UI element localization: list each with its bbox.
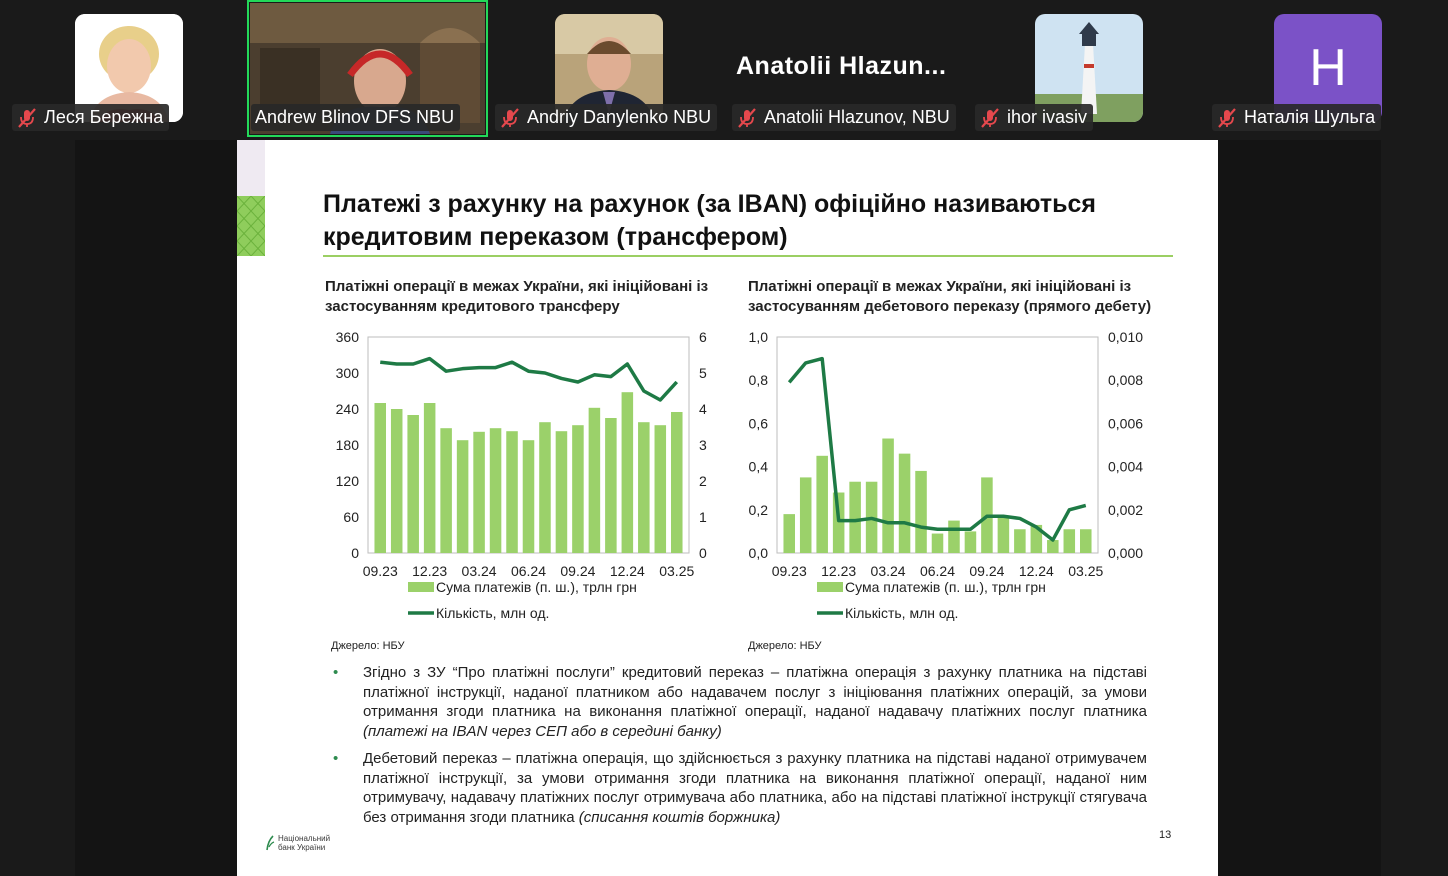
bar — [899, 454, 911, 553]
x-axis-tick-label: 03.24 — [870, 563, 906, 579]
left-axis-tick-label: 180 — [335, 437, 359, 453]
participant-name-tag — [251, 104, 460, 131]
x-axis-tick-label: 12.23 — [412, 563, 448, 579]
presentation-slide — [237, 140, 1218, 876]
participant-name: Andriy Danylenko NBU — [527, 107, 712, 127]
bar — [1080, 529, 1092, 553]
bar — [638, 422, 650, 553]
legend-bar-label: Сума платежів (п. ш.), трлн грн — [845, 579, 1046, 595]
participant-tile[interactable] — [8, 0, 243, 137]
logo-line1: Національний — [278, 834, 331, 843]
participant-name-tag — [495, 104, 717, 131]
participant-name: Леся Бережна — [44, 107, 164, 127]
participant-tile[interactable] — [730, 0, 970, 137]
slide-pattern-decoration — [237, 196, 265, 256]
bar — [556, 431, 568, 553]
bar — [948, 521, 960, 553]
participant-tile[interactable] — [491, 0, 726, 137]
muted-mic-icon — [499, 107, 521, 129]
x-axis-tick-label: 09.23 — [771, 563, 807, 579]
x-axis-tick-label: 09.23 — [362, 563, 398, 579]
chart-right-source: Джерело: НБУ — [748, 640, 822, 652]
bar — [440, 428, 452, 553]
left-axis-tick-label: 360 — [335, 329, 359, 345]
bar — [965, 531, 977, 553]
title-divider — [323, 255, 1173, 257]
definitions-list — [333, 663, 1147, 835]
bar — [1064, 529, 1076, 553]
participant-name: ihor ivasiv — [1007, 107, 1088, 127]
muted-mic-icon — [979, 107, 1001, 129]
logo-line2: банк України — [278, 843, 326, 852]
bar — [655, 425, 667, 553]
bar — [816, 456, 828, 553]
right-axis-tick-label: 0 — [699, 545, 707, 561]
participant-name-tag — [975, 104, 1093, 131]
slide-title: Платежі з рахунку на рахунок (за IBAN) офіційно називаються кредитовим переказом (трансфером) — [323, 190, 1096, 251]
slide-decoration — [237, 140, 265, 196]
bullet-credit-transfer — [333, 663, 1147, 741]
bar — [833, 493, 845, 553]
left-axis-tick-label: 0,0 — [748, 545, 768, 561]
left-axis-tick-label: 120 — [335, 473, 359, 489]
participant-strip — [0, 0, 1448, 140]
bar — [800, 477, 812, 553]
bullet-direct-debit — [333, 749, 1147, 827]
participant-name-tag — [12, 104, 169, 131]
right-axis-tick-label: 5 — [699, 365, 707, 381]
nbu-logo-text — [278, 834, 330, 852]
right-axis-tick-label: 0,008 — [1108, 372, 1144, 389]
legend-line-label: Кількість, млн од. — [845, 605, 959, 621]
x-axis-tick-label: 03.25 — [659, 563, 695, 579]
right-axis-tick-label: 3 — [699, 437, 707, 453]
right-axis-tick-label: 0,002 — [1108, 501, 1144, 518]
right-axis-tick-label: 2 — [699, 473, 707, 489]
participant-name: Andrew Blinov DFS NBU — [255, 107, 455, 127]
left-axis-tick-label: 1,0 — [748, 329, 768, 345]
left-axis-tick-label: 0 — [351, 545, 359, 561]
muted-mic-icon — [1216, 107, 1238, 129]
bar — [1014, 529, 1026, 553]
legend-bar-swatch — [817, 582, 843, 592]
right-axis-tick-label: 0,004 — [1108, 458, 1144, 475]
bar — [849, 482, 861, 553]
legend-bar-label: Сума платежів (п. ш.), трлн грн — [436, 579, 637, 595]
bar — [605, 418, 617, 553]
left-axis-tick-label: 240 — [335, 401, 359, 417]
bar — [998, 516, 1010, 553]
right-axis-tick-label: 4 — [699, 401, 707, 417]
participant-name-tag — [1212, 104, 1381, 131]
bar — [783, 514, 795, 553]
bar — [407, 415, 419, 553]
participant-name: Anatolii Hlazunov, NBU — [764, 107, 950, 127]
x-axis-tick-label: 03.25 — [1068, 563, 1104, 579]
avatar-initial: H — [1309, 39, 1347, 97]
chart-left-title: Платіжні операції в межах України, які ініційовані із застосуванням кредитового трансферу — [325, 278, 709, 315]
chart-left-source: Джерело: НБУ — [331, 640, 405, 652]
right-axis-tick-label: 0,010 — [1108, 329, 1144, 345]
bar — [424, 403, 436, 553]
bar — [1047, 540, 1059, 553]
bar — [589, 408, 601, 553]
nbu-logo — [265, 834, 330, 852]
participant-name-tag — [732, 104, 956, 131]
bullet-italic-note: (платежі на IBAN через СЕП або в середині банку) — [363, 722, 722, 740]
x-axis-tick-label: 03.24 — [461, 563, 497, 579]
bar — [671, 412, 683, 553]
chart-direct-debit — [737, 325, 1157, 625]
bar — [572, 425, 584, 553]
x-axis-tick-label: 09.24 — [969, 563, 1005, 579]
participant-tile[interactable] — [1212, 0, 1448, 137]
participant-caption: Anatolii Hlazun... — [736, 52, 947, 80]
left-axis-tick-label: 0,4 — [748, 458, 768, 475]
left-axis-tick-label: 0,2 — [748, 501, 768, 518]
bar — [490, 428, 502, 553]
bullet-text: Дебетовий переказ – платіжна операція, що здійснюється з рахунку платника на підставі наданої отримувачем платіжної інструкції, за умови отримання згоди платника на виконання платіжної операції, наданої ним отримувачу, надавачу платіжних послуг отримувача або платника, або на підставі платіжної інструкції стягувача без отримання згоди платника — [363, 750, 1147, 826]
bar — [391, 409, 403, 553]
x-axis-tick-label: 06.24 — [510, 563, 547, 579]
bar — [915, 471, 927, 553]
bar — [506, 431, 518, 553]
bar — [932, 534, 944, 553]
right-axis-tick-label: 6 — [699, 329, 707, 345]
x-axis-tick-label: 12.24 — [609, 563, 645, 579]
right-axis-tick-label: 1 — [699, 509, 707, 525]
x-axis-tick-label: 09.24 — [560, 563, 596, 579]
bar — [374, 403, 386, 553]
muted-mic-icon — [736, 107, 758, 129]
bullet-dot: • — [333, 664, 339, 681]
chart-right-title: Платіжні операції в межах України, які ініційовані із застосуванням дебетового переказу (прямого дебету) — [748, 278, 1152, 315]
right-axis-tick-label: 0,000 — [1108, 545, 1144, 561]
legend-line-label: Кількість, млн од. — [436, 605, 550, 621]
bar — [622, 392, 634, 553]
chart-credit-transfer — [317, 325, 717, 625]
legend-bar-swatch — [408, 582, 434, 592]
bullet-dot: • — [333, 750, 339, 767]
page-number: 13 — [1159, 829, 1172, 841]
left-axis-tick-label: 0,6 — [748, 415, 768, 432]
right-axis-tick-label: 0,006 — [1108, 415, 1144, 432]
participant-tile[interactable] — [973, 0, 1208, 137]
x-axis-tick-label: 12.23 — [821, 563, 857, 579]
left-axis-tick-label: 60 — [343, 509, 359, 525]
left-axis-tick-label: 300 — [335, 365, 359, 381]
x-axis-tick-label: 06.24 — [919, 563, 956, 579]
bar — [457, 440, 469, 553]
bullet-text: Згідно з ЗУ “Про платіжні послуги” кредитовий переказ – платіжна операція з рахунку платника на підставі платіжної інструкції, наданої платником або надавачем послуг з ініціювання платіжних операцій, за умови отримання згоди платника на виконання платіжної операції, наданої надавачу платіжних послуг платника — [363, 664, 1147, 720]
x-axis-tick-label: 12.24 — [1018, 563, 1054, 579]
muted-mic-icon — [16, 107, 38, 129]
left-axis-tick-label: 0,8 — [748, 372, 768, 389]
bar — [882, 439, 894, 553]
nbu-logo-icon — [265, 835, 275, 851]
participant-tile-active-speaker[interactable] — [247, 0, 488, 137]
bullet-italic-note: (списання коштів боржника) — [578, 808, 781, 826]
bar — [473, 432, 485, 553]
bar — [539, 422, 551, 553]
bar — [523, 440, 535, 553]
participant-name: Наталія Шульга — [1244, 107, 1376, 127]
